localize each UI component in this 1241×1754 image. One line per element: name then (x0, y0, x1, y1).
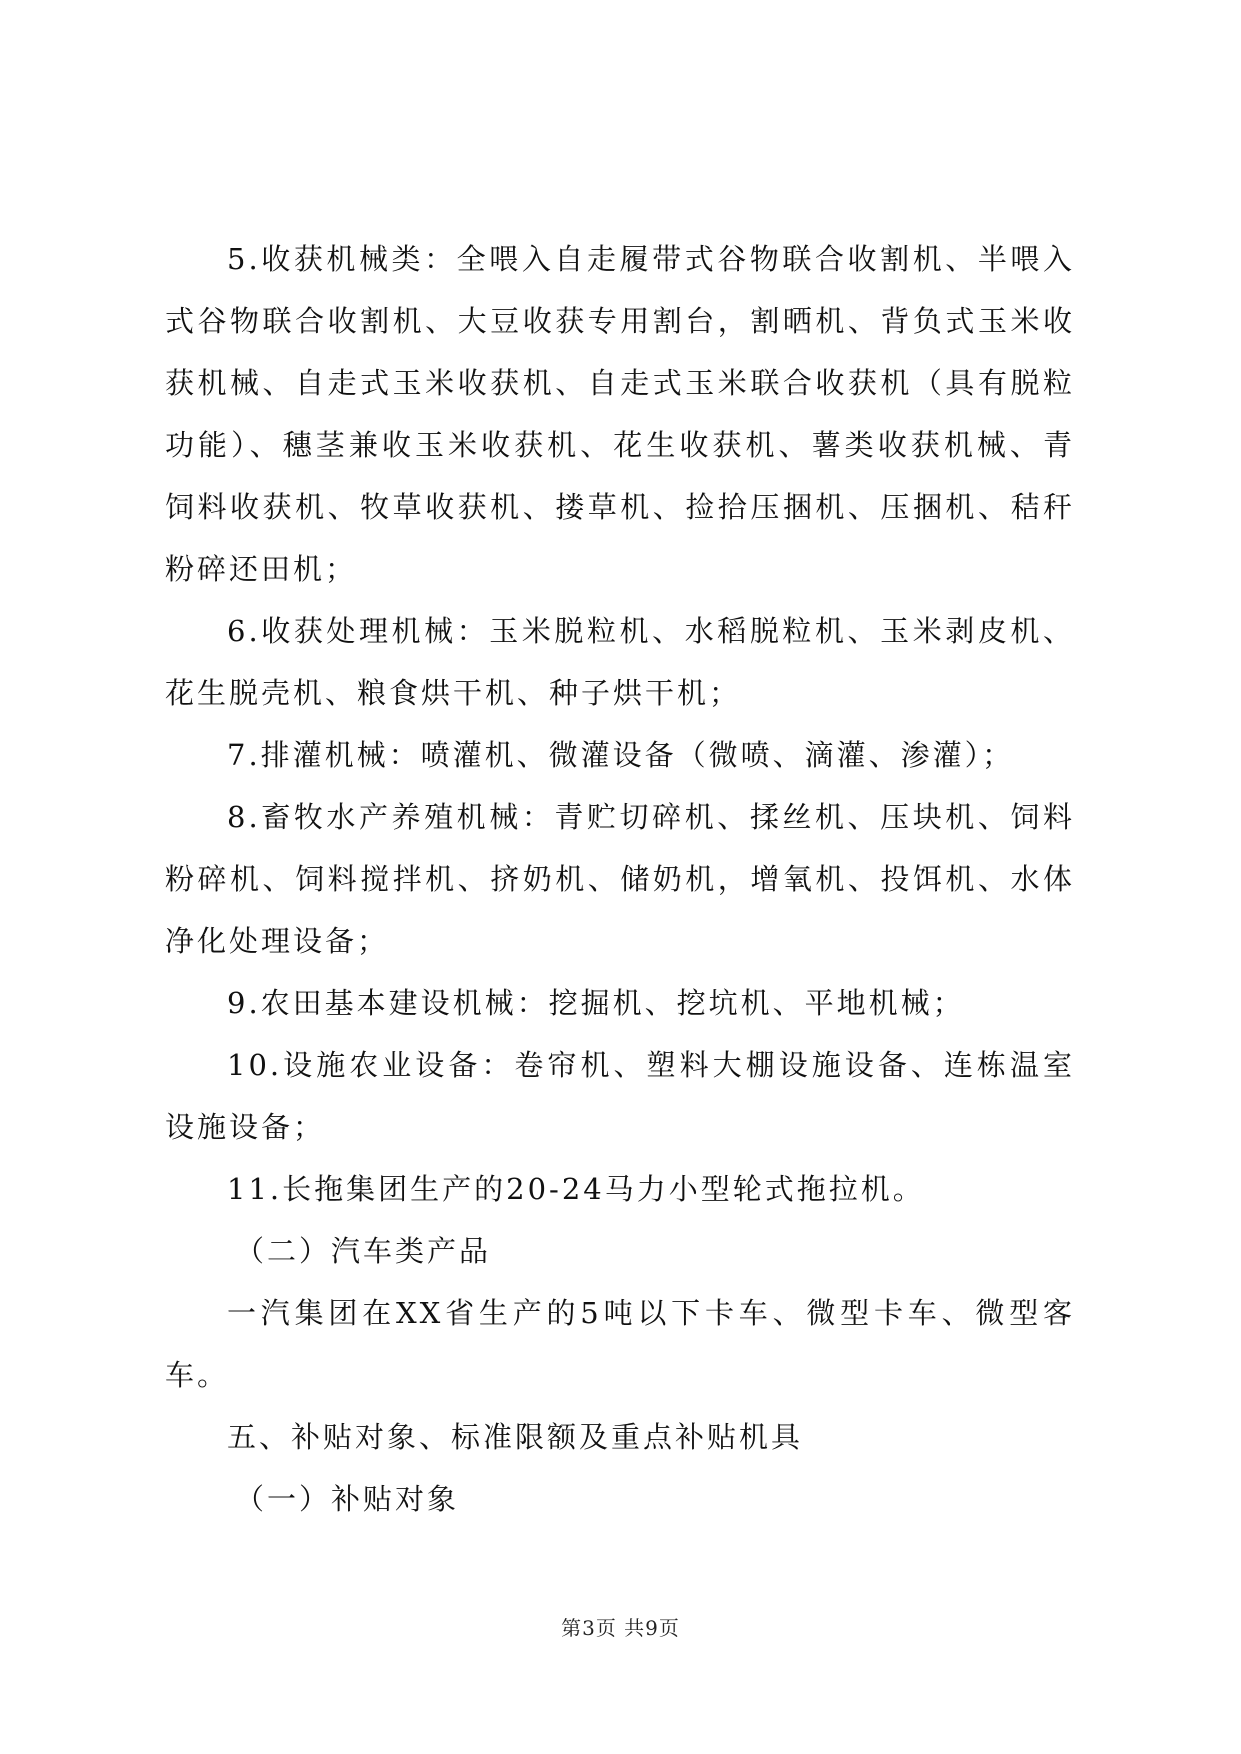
document-body (165, 228, 1075, 1530)
paragraph-small-wheeled-tractor: 11.长拖集团生产的20-24马力小型轮式拖拉机。 (227, 1172, 925, 1206)
section-heading-vehicle-products: （二）汽车类产品 (235, 1234, 492, 1268)
paragraph-harvesting-machinery: 5.收获机械类：全喂入自走履带式谷物联合收割机、半喂入式谷物联合收割机、大豆收获专用割台，割晒机、背负式玉米收获机械、自走式玉米收获机、自走式玉米联合收获机（具有脱粒功能）、穗茎兼收玉米收获机、花生收获机、薯类收获机械、青饲料收获机、牧草收获机、搂草机、捡拾压捆机、压捆机、秸秆粉碎还田机； (165, 242, 1075, 586)
paragraph-vehicle-products: 一汽集团在XX省生产的5吨以下卡车、微型卡车、微型客车。 (165, 1296, 1075, 1392)
paragraph-farmland-construction-machinery: 9.农田基本建设机械：挖掘机、挖坑机、平地机械； (227, 986, 965, 1020)
section-heading-subsidy-targets: （一）补贴对象 (235, 1482, 460, 1516)
paragraph-harvest-processing-machinery: 6.收获处理机械：玉米脱粒机、水稻脱粒机、玉米剥皮机、花生脱壳机、粮食烘干机、种子烘干机； (165, 614, 1075, 710)
section-heading-subsidy-targets-and-limits: 五、补贴对象、标准限额及重点补贴机具 (227, 1420, 804, 1454)
paragraph-facility-agriculture-equipment: 10.设施农业设备：卷帘机、塑料大棚设施设备、连栋温室设施设备； (165, 1048, 1075, 1144)
page-number-footer: 第3页 共9页 (561, 1616, 680, 1640)
paragraph-livestock-aquaculture-machinery: 8.畜牧水产养殖机械：青贮切碎机、揉丝机、压块机、饲料粉碎机、饲料搅拌机、挤奶机、储奶机，增氧机、投饵机、水体净化处理设备； (165, 800, 1075, 958)
paragraph-irrigation-machinery: 7.排灌机械：喷灌机、微灌设备（微喷、滴灌、渗灌）； (227, 738, 1015, 772)
